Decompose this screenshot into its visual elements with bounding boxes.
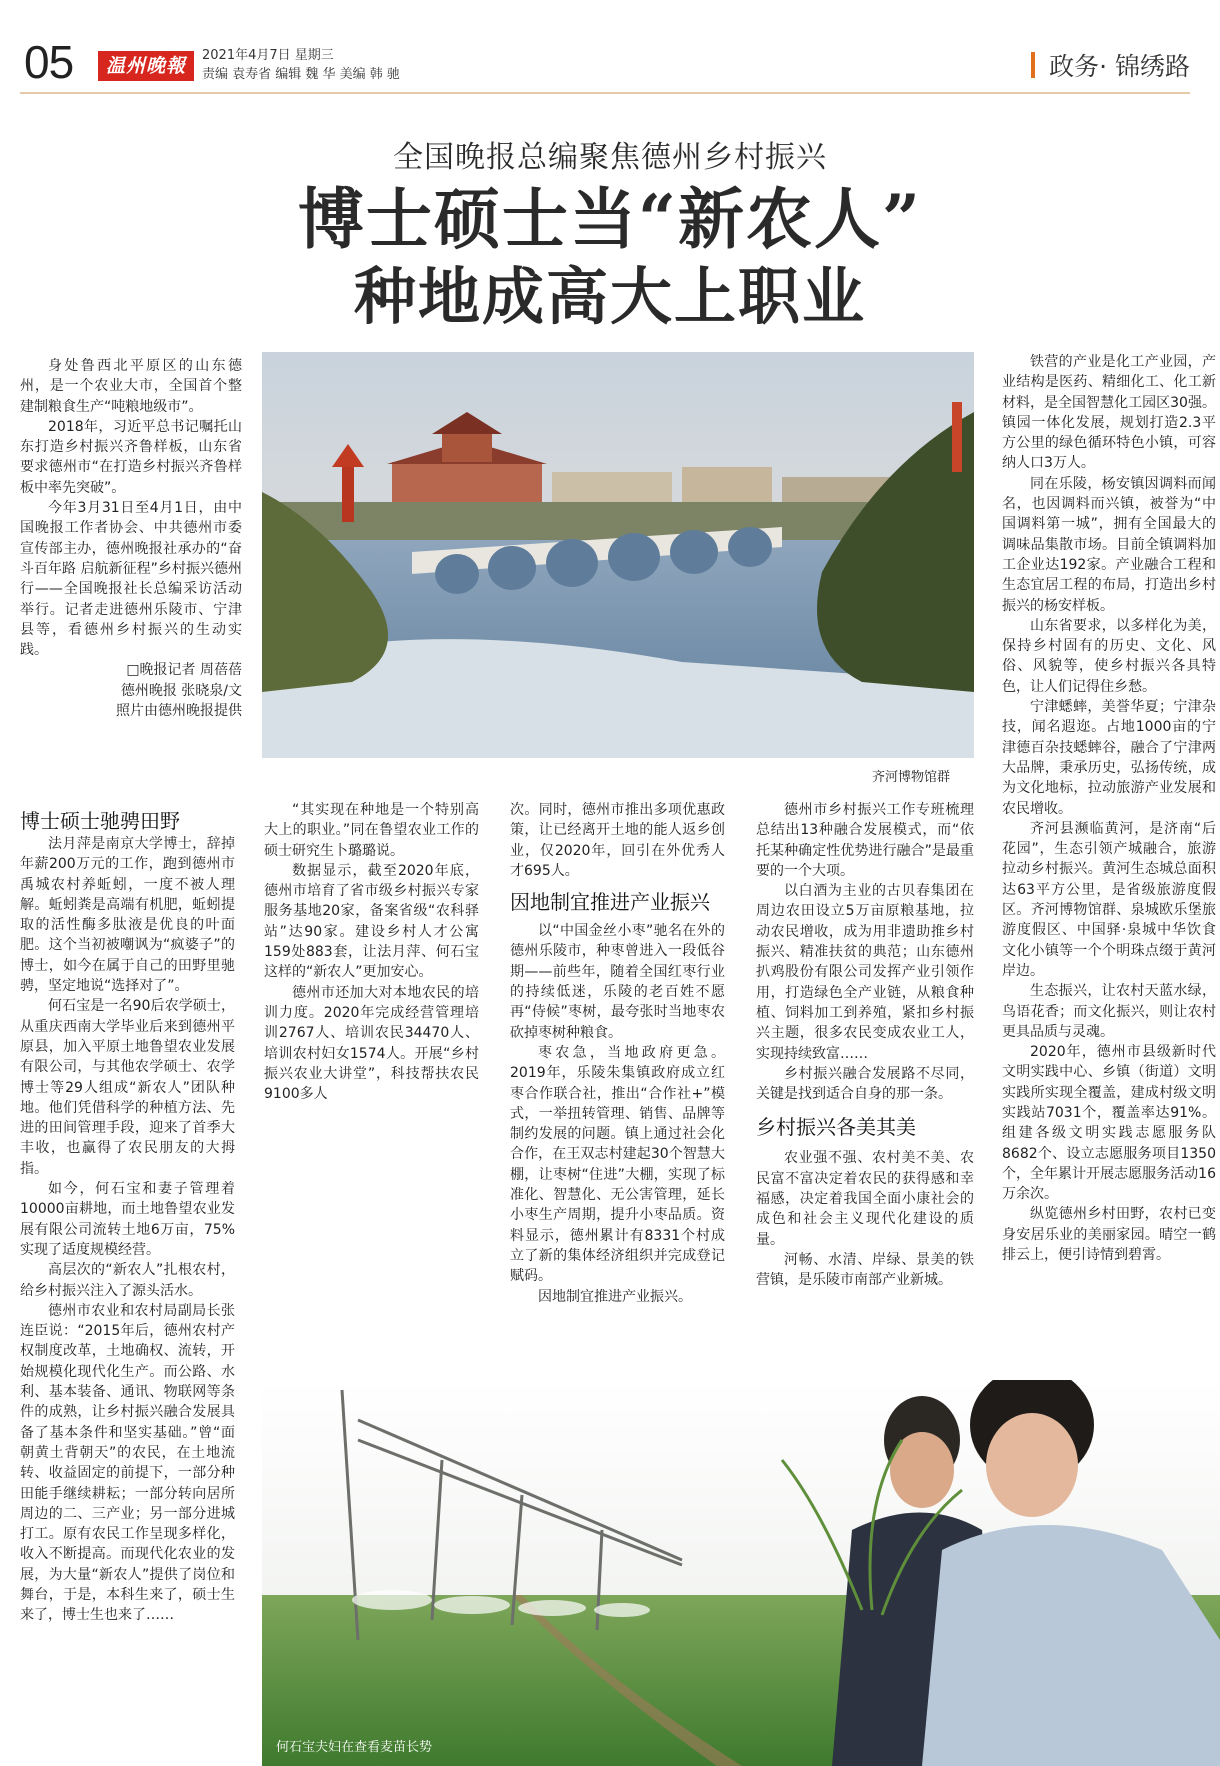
intro-paragraph: 今年3月31日至4月1日，由中国晚报工作者协会、中共德州市委宣传部主办，德州晚报社承办的“奋斗百年路 启航新征程”乡村振兴德州行——全国晚报社长总编采访活动举行。记者走进德州乐陵市、宁津县等，看德州乡村振兴的生动实践。 — [20, 500, 242, 659]
byline: 照片由德州晚报提供 — [116, 703, 242, 720]
wheat-field-photo — [262, 1380, 1220, 1766]
article-column-1 — [20, 808, 235, 1626]
article-paragraph: “其实现在种地是一个特别高大上的职业。”同在鲁望农业工作的硕士研究生卜璐璐说。 — [264, 802, 479, 859]
article-column-4 — [756, 800, 974, 1291]
article-paragraph: 次。同时，德州市推出多项优惠政策，让已经离开土地的能人返乡创业，仅2020年，回引在外优秀人才695人。 — [510, 802, 725, 879]
header-rule — [20, 92, 1190, 94]
article-column-5 — [1002, 352, 1216, 1265]
byline: □晚报记者 周蓓蓓 — [126, 662, 242, 679]
article-paragraph: 枣农急，当地政府更急。2019年，乐陵朱集镇政府成立红枣合作联合社，推出“合作社+”模式，一举扭转管理、销售、品牌等制约发展的问题。镇上通过社会化合作，在王双志村建起30个智慧大棚，让枣树“住进”大棚，实现了标准化、智慧化、无公害管理，延长小枣生产周期，提升小枣品质。资料显示，德州累计有8331个村成立了新的集体经济组织并完成登记赋码。 — [510, 1044, 725, 1285]
article-paragraph: 以“中国金丝小枣”驰名在外的德州乐陵市，种枣曾进入一段低谷期——前些年，随着全国红枣行业的持续低迷，乐陵的老百姓不愿再“侍候”枣树，最夸张时当地枣农砍掉枣树种粮食。 — [510, 923, 725, 1041]
museum-photo — [262, 352, 974, 758]
headline-title-line2: 种地成高大上职业 — [353, 260, 866, 333]
article-paragraph: 法月萍是南京大学博士，辞掉年薪200万元的工作，跑到德州市禹城农村养蚯蚓，一度不被人理解。蚯蚓粪是高端有机肥，蚯蚓提取的活性酶多肽液是优良的叶面肥。这个当初被嘲讽为“疯婆子”的博士，如今在属于自己的田野里驰骋，坚定地说“选择对了”。 — [20, 836, 235, 995]
article-column-2 — [264, 800, 479, 1104]
article-paragraph: 数据显示，截至2020年底，德州市培育了省市级乡村振兴专家服务基地20家，备案省级“农科驿站”达90家。建设乡村人才公寓159处883套，让法月萍、何石宝这样的“新农人”更加安心。 — [264, 862, 479, 981]
article-paragraph: 如今，何石宝和妻子管理着10000亩耕地，而土地鲁望农业发展有限公司流转土地6万亩，75%实现了适度规模经营。 — [20, 1181, 235, 1258]
intro-column — [20, 356, 242, 721]
date-line: 2021年4月7日 星期三 — [202, 48, 334, 63]
article-paragraph: 农业强不强、农村美不美、农民富不富决定着农民的获得感和幸福感，决定着我国全面小康社会的成色和社会主义现代化建设的质量。 — [756, 1150, 974, 1248]
article-paragraph: 铁营的产业是化工产业园，产业结构是医药、精细化工、化工新材料，是全国智慧化工园区30强。镇园一体化发展，规划打造2.3平方公里的绿色循环特色小镇，可容纳人口3万人。 — [1002, 354, 1216, 472]
article-column-3 — [510, 800, 725, 1307]
intro-paragraph: 身处鲁西北平原区的山东德州，是一个农业大市，全国首个整建制粮食生产“吨粮地级市”。 — [20, 358, 242, 415]
section-bar — [1031, 52, 1035, 78]
editors-line: 责编 袁寿省 编辑 魏 华 美编 韩 驰 — [202, 67, 400, 82]
headline-kicker: 全国晚报总编聚焦德州乡村振兴 — [393, 140, 827, 175]
headline-title-line1: 博士硕士当“新农人” — [298, 180, 922, 258]
article-paragraph: 同在乐陵，杨安镇因调料而闻名，也因调料而兴镇，被誉为“中国调料第一城”，拥有全国最大的调味品集散市场。目前全镇调料加工企业达192家。产业融合工程和生态宜居工程的布局，打造出乡村振兴的杨安样板。 — [1002, 475, 1216, 614]
subheading-beauty: 乡村振兴各美其美 — [756, 1115, 916, 1140]
article-paragraph: 山东省要求，以多样化为美，保持乡村固有的历史、文化、风俗、风貌等，使乡村振兴各具特色，让人们记得住乡愁。 — [1002, 617, 1216, 695]
article-paragraph: 宁津蟋蟀，美誉华夏；宁津杂技，闻名遐迩。占地1000亩的宁津德百杂技蟋蟀谷，融合了宁津两大品牌，秉承历史，弘扬传统，成为文化地标，拉动旅游产业发展和农民增收。 — [1002, 699, 1216, 817]
page-header — [20, 38, 1190, 86]
page-number: 05 — [24, 36, 74, 88]
article-paragraph: 河畅、水清、岸绿、景美的铁营镇，是乐陵市南部产业新城。 — [756, 1251, 974, 1289]
wheat-field-graphic — [262, 1380, 1220, 1766]
article-paragraph: 齐河县濒临黄河，是济南“后花园”，生态引领产城融合，旅游拉动乡村振兴。黄河生态城总面积达63平方公里，是省级旅游度假区。齐河博物馆群、泉城欧乐堡旅游度假区、中国驿·泉城中华饮食文化小镇等一个个明珠点缀于黄河岸边。 — [1002, 820, 1216, 979]
masthead-logo: 温州晚報 — [98, 51, 194, 81]
article-paragraph: 何石宝是一名90后农学硕士，从重庆西南大学毕业后来到德州平原县，加入平原土地鲁望农业发展有限公司，与其他农学硕士、农学博士等29人组成“新农人”团队种地。他们凭借科学的种植方法、先进的田间管理手段，迎来了首季大丰收，也赢得了农民朋友的大拇指。 — [20, 998, 235, 1177]
byline: 德州晚报 张晓泉/文 — [120, 682, 242, 699]
issue-meta — [202, 46, 400, 84]
article-paragraph: 德州市还加大对本地农民的培训力度。2020年完成经营管理培训2767人、培训农民34470人、培训农村妇女1574人。开展“乡村振兴农业大讲堂”，科技帮扶农民9100多人 — [264, 984, 479, 1103]
subheading-industry: 因地制宜推进产业振兴 — [510, 890, 710, 915]
article-paragraph: 生态振兴，让农村天蓝水绿，鸟语花香；而文化振兴，则让农村更具品质与灵魂。 — [1002, 983, 1216, 1040]
museum-photo-caption: 齐河博物馆群 — [872, 770, 951, 785]
article-paragraph: 2020年，德州市县级新时代文明实践中心、乡镇（街道）文明实践所实现全覆盖，建成村级文明实践站7031个，覆盖率达91%。组建各级文明实践志愿服务队8682个、设立志愿服务项目1350个，全年累计开展志愿服务活动16万余次。 — [1002, 1044, 1216, 1203]
article-paragraph: 以白酒为主业的古贝春集团在周边农田设立5万亩原粮基地，拉动农民增收，成为用非遗助推乡村振兴、精准扶贫的典范；山东德州扒鸡股份有限公司发挥产业引领作用，打造绿色全产业链，从粮食种植、饲料加工到养殖，紧扣乡村振兴主题，很多农民变成农业工人，实现持续致富…… — [756, 883, 974, 1062]
section-title: 政务· 锦绣路 — [1049, 52, 1190, 81]
article-paragraph: 德州市农业和农村局副局长张连臣说：“2015年后，德州农村产权制度改革，土地确权、流转，开始规模化现代化生产。而公路、水利、基本装备、通讯、物联网等条件的成熟，让乡村振兴融合发展具备了基本条件和坚实基础。”曾“面朝黄土背朝天”的农民，在土地流转、收益固定的前提下，一部分种田能手继续耕耘；一部分转向居所周边的二、三产业；另一部分进城打工。原有农民工作呈现多样化，收入不断提高。而现代化农业的发展，为大量“新农人”提供了岗位和舞台，于是，本科生来了，硕士生来了，博士生也来了…… — [20, 1302, 235, 1624]
museum-photo-graphic — [262, 352, 974, 758]
subheading-doctors: 博士硕士驰骋田野 — [20, 809, 180, 833]
article-paragraph: 乡村振兴融合发展路不尽同，关键是找到适合自身的那一条。 — [756, 1065, 974, 1103]
article-paragraph: 因地制宜推进产业振兴。 — [538, 1288, 692, 1305]
intro-paragraph: 2018年，习近平总书记嘱托山东打造乡村振兴齐鲁样板，山东省要求德州市“在打造乡村振兴齐鲁样板中率先突破”。 — [20, 418, 242, 496]
section-label — [1031, 50, 1190, 84]
wheat-field-photo-caption: 何石宝夫妇在查看麦苗长势 — [276, 1740, 433, 1755]
article-paragraph: 德州市乡村振兴工作专班梳理总结出13种融合发展模式，而“依托某种确定性优势进行融合”是最重要的一个大项。 — [756, 802, 974, 879]
article-paragraph: 纵览德州乡村田野，农村已变身安居乐业的美丽家园。晴空一鹤排云上，便引诗情到碧霄。 — [1002, 1206, 1216, 1264]
article-paragraph: 高层次的“新农人”扎根农村，给乡村振兴注入了源头活水。 — [20, 1262, 235, 1299]
